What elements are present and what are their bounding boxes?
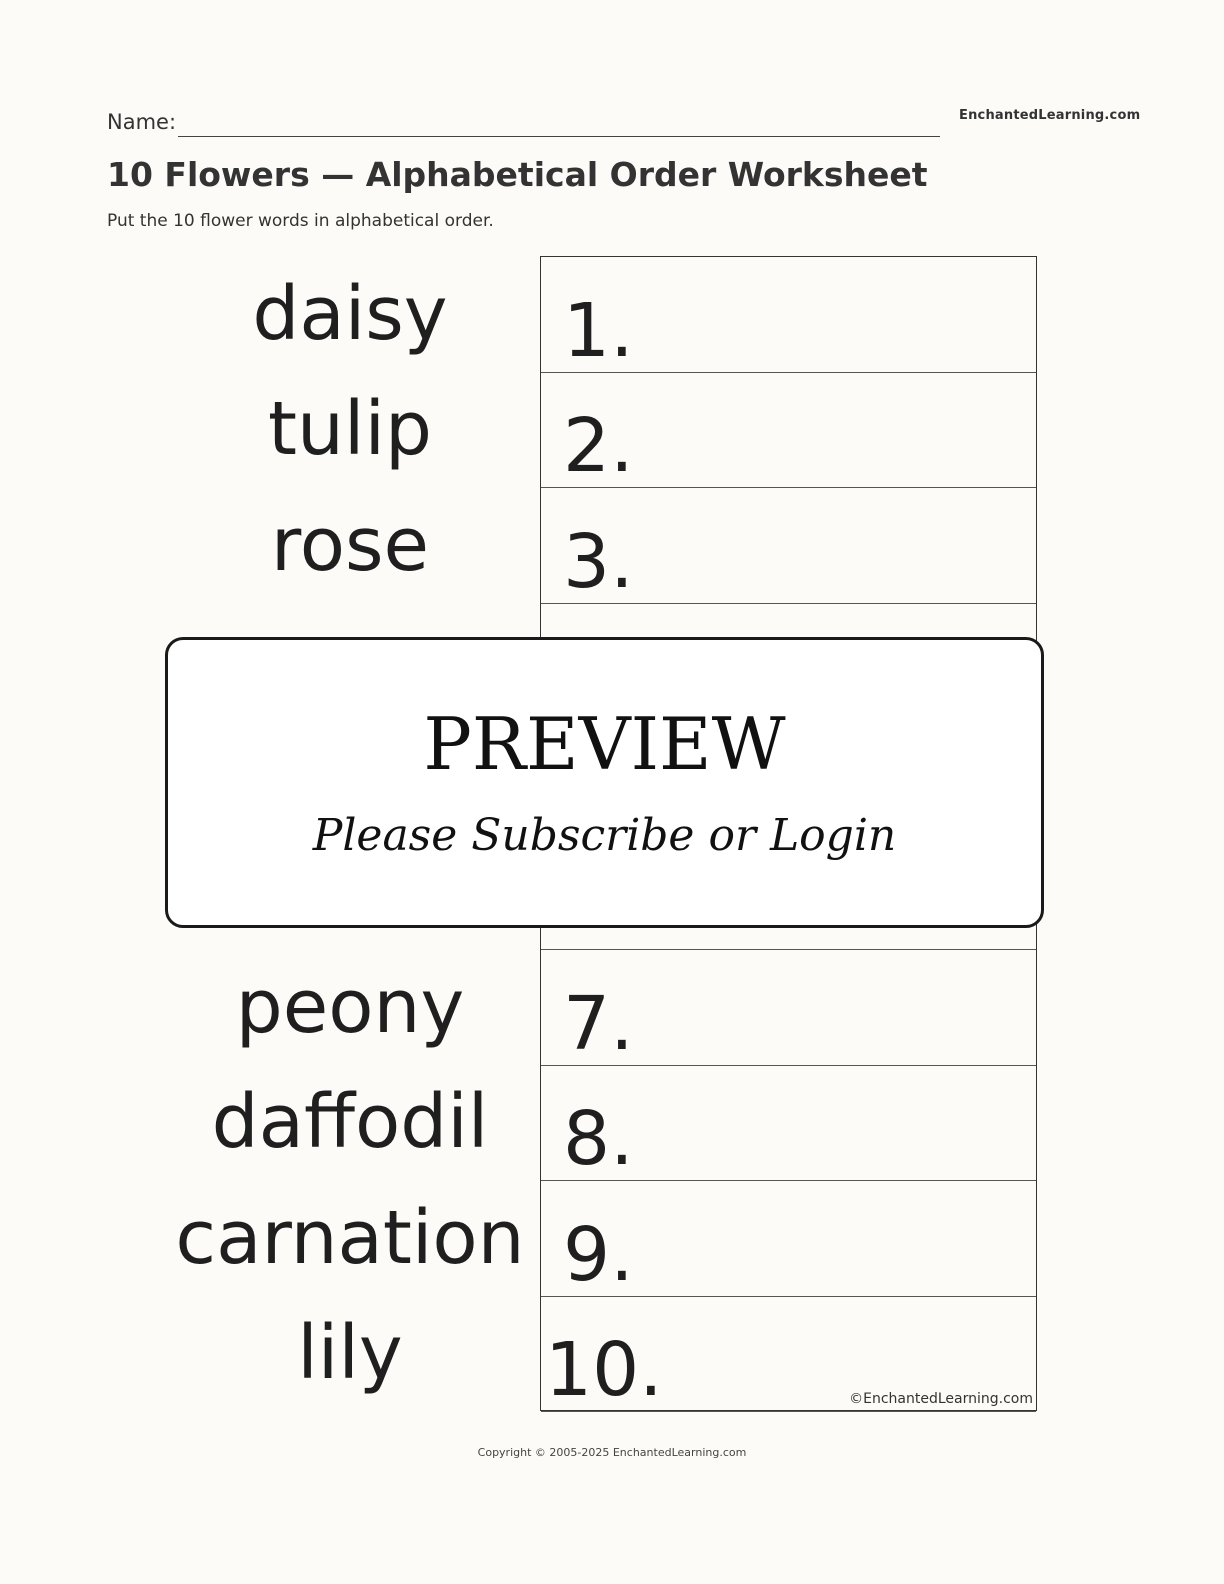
answer-number: 3.: [563, 518, 634, 605]
preview-title: PREVIEW: [423, 702, 786, 786]
answer-row: [541, 257, 1036, 373]
answer-number: 1.: [563, 287, 634, 374]
answer-row: [541, 950, 1036, 1066]
word-item: peony: [235, 963, 465, 1050]
answer-row: [541, 373, 1036, 489]
answer-row: [541, 1181, 1036, 1297]
word-item: daffodil: [211, 1079, 489, 1166]
answer-number: 9.: [563, 1211, 634, 1298]
subscribe-login-prompt[interactable]: Please Subscribe or Login: [312, 810, 897, 861]
site-brand[interactable]: EnchantedLearning.com: [959, 108, 1141, 123]
answer-number: 7.: [563, 980, 634, 1067]
answer-box-credit: ©EnchantedLearning.com: [849, 1391, 1033, 1407]
page-title: 10 Flowers — Alphabetical Order Worksheet: [107, 155, 928, 194]
answer-number: 10.: [545, 1327, 663, 1413]
instructions: Put the 10 flower words in alphabetical order.: [107, 211, 494, 231]
answer-row: [541, 1066, 1036, 1182]
word-item: carnation: [175, 1194, 525, 1281]
answer-row: [541, 488, 1036, 604]
name-write-line: [178, 136, 940, 137]
name-label: Name:: [107, 110, 177, 134]
answer-number: 8.: [563, 1096, 634, 1182]
copyright-footer: Copyright © 2005-2025 EnchantedLearning.com: [477, 1446, 747, 1459]
word-item: lily: [297, 1310, 403, 1397]
word-item: tulip: [267, 386, 432, 473]
word-item: rose: [270, 501, 430, 588]
word-item: daisy: [252, 270, 448, 357]
answer-number: 2.: [563, 403, 634, 489]
preview-overlay[interactable]: [165, 637, 1044, 928]
